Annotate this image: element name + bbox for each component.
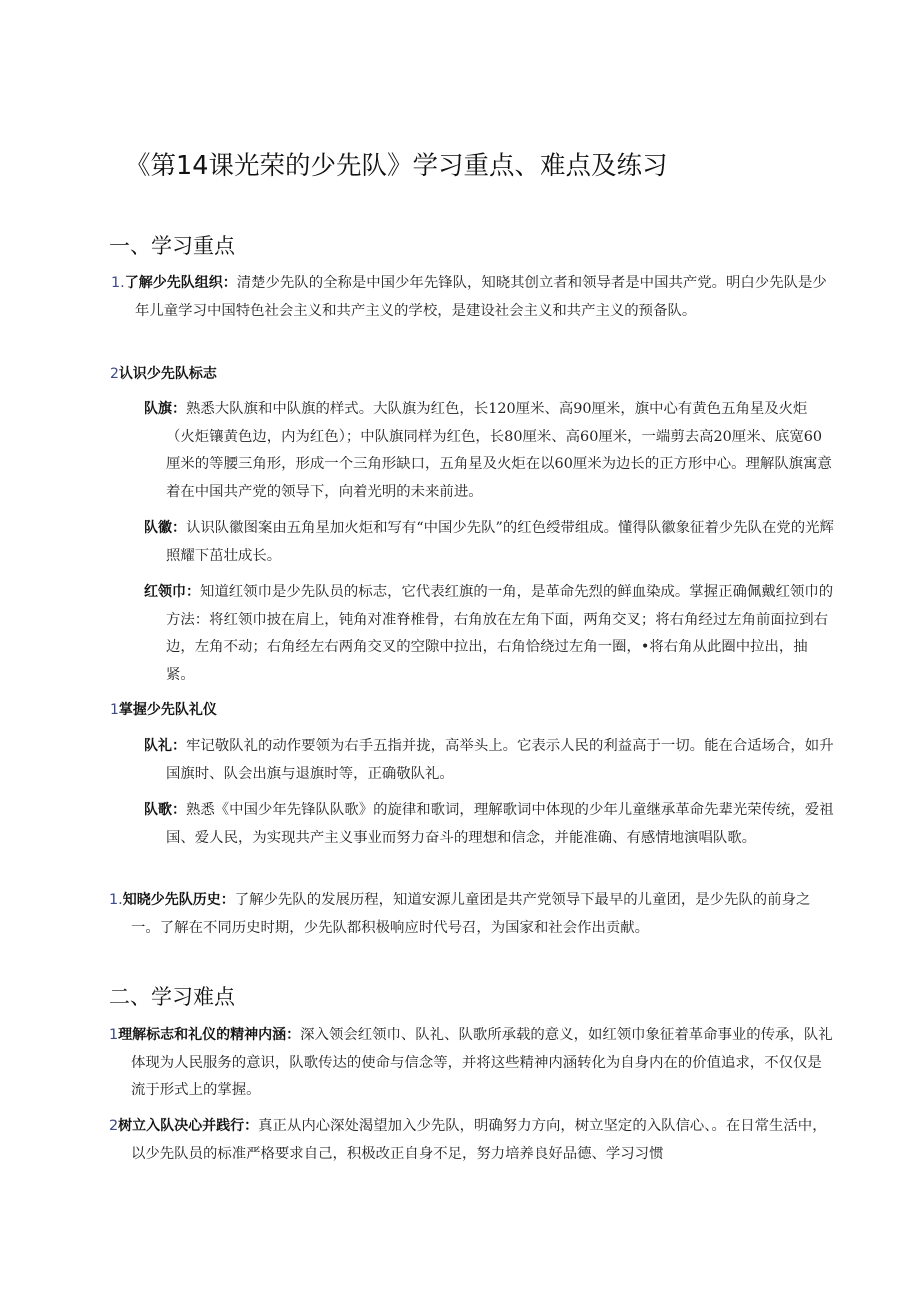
item-text: 深入领会红领巾、队礼、队歌所承载的意义，如红领巾象征着革命事业的传承，队礼体现为人民服务的意识，队歌传达的使命与信念等，并将这些精神内涵转化为自身内在的价值追求，不仅仅是流于形式上的掌握。 — [131, 1027, 833, 1098]
item-text: 了解少先队的发展历程，知道安源儿童团是共产党领导下最早的儿童团，是少先队的前身之一。了解在不同历史时期，少先队都积极响应时代号召，为国家和社会作出贡献。 — [131, 892, 811, 936]
item-label: 了解少先队组织 — [124, 275, 223, 291]
badge-label: 队徽： — [144, 520, 186, 536]
scarf-text: 知道红领巾是少先队员的标志，它代表红旗的一角，是革命先烈的鲜血染成。掌握正确佩戴红领巾的方法：将红领巾披在肩上，钝角对准脊椎骨，右角放在左角下面，两角交叉；将右角经过左角前面拉到右边，左角不动；右角经左右两角交叉的空隙中拉出，右角恰绕过左角一圈，•将右角从此圈中拉出，抽紧。 — [166, 584, 834, 683]
document-title: 《第14课光荣的少先队》学习重点、难点及练习 — [125, 151, 668, 181]
badge-paragraph — [144, 515, 836, 570]
item-label: 理解标志和礼仪的精神内涵 — [118, 1027, 287, 1043]
item-number: 1 — [110, 702, 119, 718]
key-point-1 — [111, 270, 835, 325]
scarf-label: 红领巾： — [144, 584, 200, 600]
item-number: 1. — [111, 275, 125, 291]
item-separator: ： — [244, 1118, 259, 1134]
item-number: 1 — [109, 1027, 119, 1043]
item-label: 树立入队决心并践行 — [118, 1118, 245, 1134]
song-paragraph — [144, 797, 836, 852]
item-text: 清楚少先队的全称是中国少年先锋队，知晓其创立者和领导者是中国共产党。明白少先队是少年儿童学习中国特色社会主义和共产主义的学校，是建设社会主义和共产主义的预备队。 — [135, 275, 827, 319]
item-separator: ： — [220, 892, 235, 908]
badge-text: 认识队徽图案由五角星加火炬和写有“中国少先队”的红色绶带组成。懂得队徽象征着少先队在党的光辉照耀下茁壮成长。 — [166, 520, 834, 564]
item-separator: ： — [286, 1027, 301, 1043]
flag-text: 熟悉大队旗和中队旗的样式。大队旗为红色，长120厘米、高90厘米，旗中心有黄色五角星及火炬（火炬镶黄色边，内为红色）；中队旗同样为红色，长80厘米、高60厘米，一端剪去高20厘米、底宽60厘米的等腰三角形，形成一个三角形缺口，五角星及火炬在以60厘米为边长的正方形中心。理解队旗寓意着在中国共产党的领导下，向着光明的未来前进。 — [166, 401, 832, 500]
flag-paragraph — [144, 396, 836, 506]
difficulty-2 — [109, 1113, 833, 1168]
item-number: 2 — [109, 1118, 119, 1134]
difficulty-1 — [109, 1022, 833, 1105]
song-label: 队歌： — [144, 802, 186, 818]
song-text: 熟悉《中国少年先锋队队歌》的旋律和歌词，理解歌词中体现的少年儿童继承革命先辈光荣传统，爱祖国、爱人民，为实现共产主义事业而努力奋斗的理想和信念，并能准确、有感情地演唱队歌。 — [166, 802, 834, 846]
flag-label: 队旗： — [144, 401, 186, 417]
key-point-4 — [109, 887, 833, 942]
item-text: 真正从内心深处渴望加入少先队，明确努力方向，树立坚定的入队信心、。在日常生活中，以少先队员的标准严格要求自己，积极改正自身不足，努力培养良好品德、学习习惯 — [131, 1118, 827, 1162]
salute-paragraph — [144, 733, 836, 788]
salute-text: 牢记敬队礼的动作要领为右手五指并拢，高举头上。它表示人民的利益高于一切。能在合适场合，如升国旗时、队会出旗与退旗时等，正确敬队礼。 — [166, 738, 834, 782]
scarf-paragraph — [144, 579, 836, 689]
item-number: 2 — [110, 366, 119, 382]
item-label: 掌握少先队礼仪 — [118, 702, 217, 718]
key-point-3-heading — [110, 699, 217, 719]
item-label: 知晓少先队历史 — [122, 892, 221, 908]
item-separator: ： — [222, 275, 237, 291]
section-heading-difficulties: 二、学习难点 — [109, 985, 235, 1009]
item-label: 认识少先队标志 — [118, 366, 217, 382]
salute-label: 队礼： — [144, 738, 186, 754]
section-heading-key-points: 一、学习重点 — [109, 234, 235, 258]
key-point-2-heading — [110, 363, 217, 383]
item-number: 1. — [109, 892, 123, 908]
